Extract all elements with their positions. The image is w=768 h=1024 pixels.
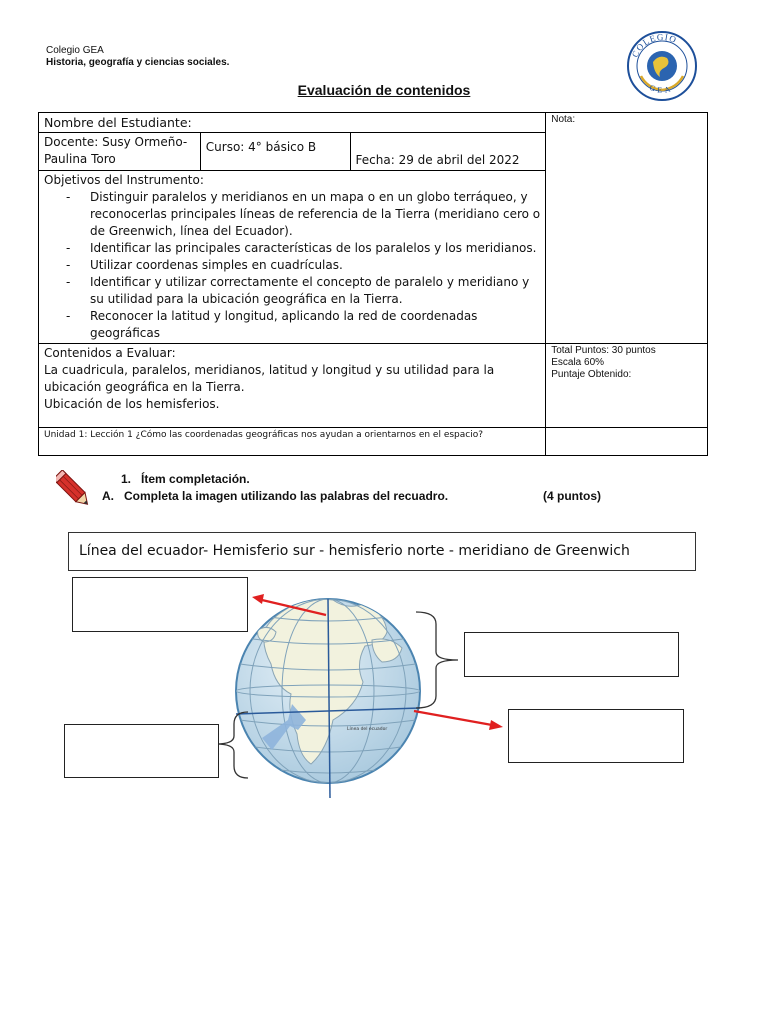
logo-text-top: COLEGIO — [629, 31, 679, 59]
school-header — [46, 45, 229, 69]
globe-equator-label: Línea del ecuador — [347, 727, 388, 732]
date-cell: Fecha: 29 de abril del 2022 — [350, 133, 546, 171]
item-points: (4 puntos) — [543, 489, 601, 503]
grade-cell[interactable] — [546, 113, 708, 344]
instruction-line — [102, 489, 448, 503]
unit-cell: Unidad 1: Lección 1 ¿Cómo las coordenadas geográficas nos ayudan a orientarnos en el espacio? — [39, 428, 546, 456]
instruction-text: Completa la imagen utilizando las palabras del recuadro. — [124, 489, 449, 503]
answer-box-meridian[interactable] — [72, 577, 248, 632]
arrow-equator — [414, 711, 503, 730]
item-number: 1. — [121, 472, 132, 486]
item-heading — [121, 472, 250, 486]
contents-text: La cuadricula, paralelos, meridianos, latitud y longitud y su utilidad para la ubicación geográfica en la Tierra. — [44, 363, 495, 394]
answer-box-southern-hemisphere[interactable] — [64, 724, 219, 778]
globe-icon — [236, 599, 420, 798]
brace-north — [416, 612, 458, 708]
subject-name: Historia, geografía y ciencias sociales. — [46, 57, 230, 68]
grade-label: Nota: — [551, 114, 576, 125]
teacher-cell: Docente: Susy Ormeño- Paulina Toro — [39, 133, 201, 171]
objective-item: - Utilizar coordenas simples en cuadrículas. — [66, 257, 540, 274]
score-cell — [546, 344, 708, 428]
total-points: Total Puntos: 30 puntos — [551, 345, 656, 356]
item-title: Ítem completación. — [141, 472, 250, 486]
grading-scale: Escala 60% — [551, 357, 605, 368]
objectives-list — [44, 189, 540, 342]
evaluation-info-table — [38, 112, 708, 456]
contents-text-2: Ubicación de los hemisferios. — [44, 397, 220, 411]
answer-box-northern-hemisphere[interactable] — [464, 632, 679, 677]
course-cell: Curso: 4° básico B — [200, 133, 350, 171]
objectives-title: Objetivos del Instrumento: — [44, 173, 204, 187]
objective-item: - Identificar las principales características de los paralelos y los meridianos. — [66, 240, 540, 257]
empty-score-cell — [546, 428, 708, 456]
objective-item: - Identificar y utilizar correctamente el concepto de paralelo y meridiano y su utilidad para la ubicación geográfica en la Tierra. — [66, 274, 540, 308]
contents-title: Contenidos a Evaluar: — [44, 346, 176, 360]
instruction-letter: A. — [102, 489, 114, 503]
student-name-field[interactable] — [39, 113, 546, 133]
school-name: Colegio GEA — [46, 45, 104, 56]
student-name-label: Nombre del Estudiante: — [44, 115, 192, 130]
pencil-icon — [56, 470, 90, 508]
objectives-cell — [39, 171, 546, 344]
page-title: Evaluación de contenidos — [297, 82, 471, 98]
word-bank: Línea del ecuador- Hemisferio sur - hemisferio norte - meridiano de Greenwich — [68, 532, 696, 571]
objective-item: - Distinguir paralelos y meridianos en un mapa o en un globo terráqueo, y reconocerlas principales líneas de referencia de la Tierra (meridiano cero o de Greenwich, línea del Ecuador). — [66, 189, 540, 240]
contents-cell — [39, 344, 546, 428]
objective-item: - Reconocer la latitud y longitud, aplicando la red de coordenadas geográficas — [66, 308, 540, 342]
score-obtained[interactable]: Puntaje Obtenido: — [551, 369, 632, 380]
logo-text-bottom: GEA — [648, 82, 675, 95]
answer-box-equator[interactable] — [508, 709, 684, 763]
